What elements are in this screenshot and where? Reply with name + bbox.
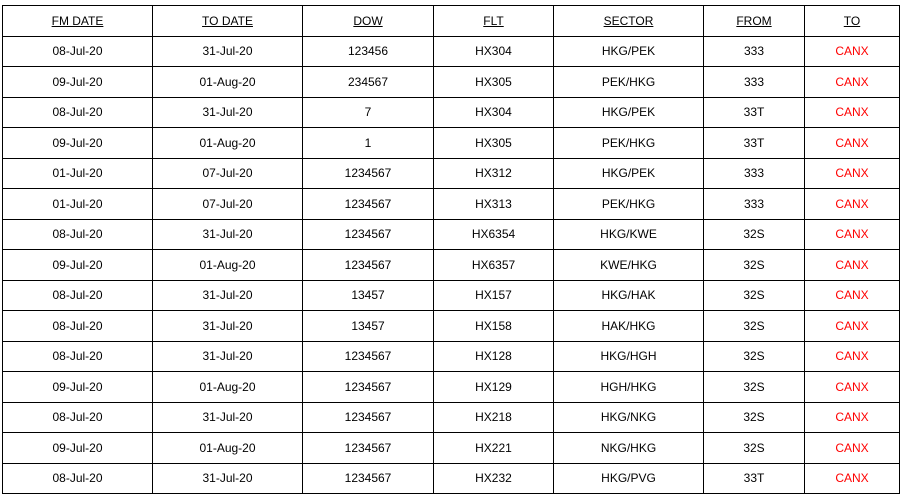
cell-to-date: 31-Jul-20 <box>153 341 303 372</box>
cell-to-date: 31-Jul-20 <box>153 36 303 67</box>
cell-to: CANX <box>805 128 900 159</box>
cell-to: CANX <box>805 219 900 250</box>
column-header-to: TO <box>805 6 900 37</box>
cell-dow: 13457 <box>303 280 434 311</box>
table-row <box>3 250 900 281</box>
cell-to-date: 31-Jul-20 <box>153 402 303 433</box>
cell-sector: HKG/PEK <box>554 158 704 189</box>
cell-to-date: 07-Jul-20 <box>153 189 303 220</box>
table-row <box>3 36 900 67</box>
cell-to-date: 31-Jul-20 <box>153 219 303 250</box>
cell-to: CANX <box>805 36 900 67</box>
cell-dow: 1234567 <box>303 341 434 372</box>
cell-sector: HKG/PVG <box>554 463 704 494</box>
column-header-fm-date: FM DATE <box>3 6 153 37</box>
cell-fm-date: 08-Jul-20 <box>3 36 153 67</box>
cell-to-date: 31-Jul-20 <box>153 463 303 494</box>
cell-flt: HX305 <box>434 128 554 159</box>
cell-from: 32S <box>704 372 805 403</box>
cell-dow: 7 <box>303 97 434 128</box>
cell-flt: HX6357 <box>434 250 554 281</box>
table-row <box>3 67 900 98</box>
cell-from: 32S <box>704 311 805 342</box>
cell-sector: HKG/PEK <box>554 36 704 67</box>
cell-from: 333 <box>704 189 805 220</box>
cell-from: 333 <box>704 158 805 189</box>
table-row <box>3 97 900 128</box>
cell-fm-date: 09-Jul-20 <box>3 67 153 98</box>
cell-flt: HX304 <box>434 97 554 128</box>
cell-to-date: 01-Aug-20 <box>153 250 303 281</box>
cell-from: 33T <box>704 463 805 494</box>
cell-dow: 1234567 <box>303 372 434 403</box>
cell-sector: PEK/HKG <box>554 189 704 220</box>
cell-to: CANX <box>805 402 900 433</box>
cell-sector: HKG/KWE <box>554 219 704 250</box>
cell-flt: HX158 <box>434 311 554 342</box>
cell-to-date: 31-Jul-20 <box>153 280 303 311</box>
cell-from: 333 <box>704 36 805 67</box>
flight-schedule-table <box>2 5 900 494</box>
column-header-sector: SECTOR <box>554 6 704 37</box>
cell-to-date: 01-Aug-20 <box>153 128 303 159</box>
cell-to: CANX <box>805 372 900 403</box>
cell-flt: HX305 <box>434 67 554 98</box>
cell-dow: 1234567 <box>303 250 434 281</box>
cell-flt: HX232 <box>434 463 554 494</box>
cell-to: CANX <box>805 341 900 372</box>
table-row <box>3 463 900 494</box>
table-header <box>3 6 900 37</box>
cell-dow: 1234567 <box>303 158 434 189</box>
cell-to-date: 31-Jul-20 <box>153 97 303 128</box>
cell-from: 32S <box>704 280 805 311</box>
table-row <box>3 219 900 250</box>
cell-sector: HGH/HKG <box>554 372 704 403</box>
column-header-dow: DOW <box>303 6 434 37</box>
cell-fm-date: 08-Jul-20 <box>3 97 153 128</box>
cell-sector: HAK/HKG <box>554 311 704 342</box>
cell-to: CANX <box>805 67 900 98</box>
cell-from: 32S <box>704 402 805 433</box>
table-row <box>3 280 900 311</box>
cell-fm-date: 09-Jul-20 <box>3 372 153 403</box>
cell-flt: HX128 <box>434 341 554 372</box>
cell-to-date: 31-Jul-20 <box>153 311 303 342</box>
table-row <box>3 341 900 372</box>
cell-fm-date: 01-Jul-20 <box>3 189 153 220</box>
cell-to: CANX <box>805 250 900 281</box>
table-row <box>3 433 900 464</box>
cell-flt: HX6354 <box>434 219 554 250</box>
cell-sector: HKG/HGH <box>554 341 704 372</box>
cell-dow: 1 <box>303 128 434 159</box>
cell-dow: 1234567 <box>303 463 434 494</box>
cell-fm-date: 08-Jul-20 <box>3 280 153 311</box>
cell-flt: HX218 <box>434 402 554 433</box>
cell-to-date: 01-Aug-20 <box>153 67 303 98</box>
table-row <box>3 189 900 220</box>
cell-fm-date: 09-Jul-20 <box>3 433 153 464</box>
cell-to: CANX <box>805 189 900 220</box>
cell-sector: HKG/PEK <box>554 97 704 128</box>
table-row <box>3 158 900 189</box>
column-header-to-date: TO DATE <box>153 6 303 37</box>
cell-to-date: 07-Jul-20 <box>153 158 303 189</box>
cell-flt: HX312 <box>434 158 554 189</box>
cell-to: CANX <box>805 463 900 494</box>
cell-flt: HX221 <box>434 433 554 464</box>
cell-dow: 13457 <box>303 311 434 342</box>
header-row <box>3 6 900 37</box>
cell-fm-date: 08-Jul-20 <box>3 402 153 433</box>
cell-dow: 1234567 <box>303 402 434 433</box>
table-row <box>3 372 900 403</box>
cell-from: 333 <box>704 67 805 98</box>
cell-dow: 234567 <box>303 67 434 98</box>
cell-sector: HKG/NKG <box>554 402 704 433</box>
cell-sector: NKG/HKG <box>554 433 704 464</box>
cell-fm-date: 09-Jul-20 <box>3 250 153 281</box>
table-row <box>3 311 900 342</box>
cell-to-date: 01-Aug-20 <box>153 372 303 403</box>
cell-flt: HX304 <box>434 36 554 67</box>
cell-to: CANX <box>805 433 900 464</box>
cell-to: CANX <box>805 97 900 128</box>
cell-from: 32S <box>704 341 805 372</box>
cell-sector: HKG/HAK <box>554 280 704 311</box>
cell-dow: 1234567 <box>303 219 434 250</box>
cell-to: CANX <box>805 280 900 311</box>
cell-fm-date: 08-Jul-20 <box>3 463 153 494</box>
cell-from: 33T <box>704 128 805 159</box>
table-body <box>3 36 900 494</box>
cell-to: CANX <box>805 311 900 342</box>
cell-flt: HX157 <box>434 280 554 311</box>
cell-dow: 123456 <box>303 36 434 67</box>
table-row <box>3 128 900 159</box>
cell-dow: 1234567 <box>303 433 434 464</box>
cell-fm-date: 09-Jul-20 <box>3 128 153 159</box>
cell-dow: 1234567 <box>303 189 434 220</box>
cell-from: 33T <box>704 97 805 128</box>
cell-fm-date: 08-Jul-20 <box>3 311 153 342</box>
cell-fm-date: 08-Jul-20 <box>3 219 153 250</box>
cell-sector: KWE/HKG <box>554 250 704 281</box>
column-header-flt: FLT <box>434 6 554 37</box>
cell-from: 32S <box>704 250 805 281</box>
cell-to: CANX <box>805 158 900 189</box>
cell-to-date: 01-Aug-20 <box>153 433 303 464</box>
cell-sector: PEK/HKG <box>554 128 704 159</box>
cell-flt: HX313 <box>434 189 554 220</box>
table-row <box>3 402 900 433</box>
cell-fm-date: 01-Jul-20 <box>3 158 153 189</box>
cell-sector: PEK/HKG <box>554 67 704 98</box>
column-header-from: FROM <box>704 6 805 37</box>
cell-fm-date: 08-Jul-20 <box>3 341 153 372</box>
cell-from: 32S <box>704 433 805 464</box>
cell-flt: HX129 <box>434 372 554 403</box>
cell-from: 32S <box>704 219 805 250</box>
